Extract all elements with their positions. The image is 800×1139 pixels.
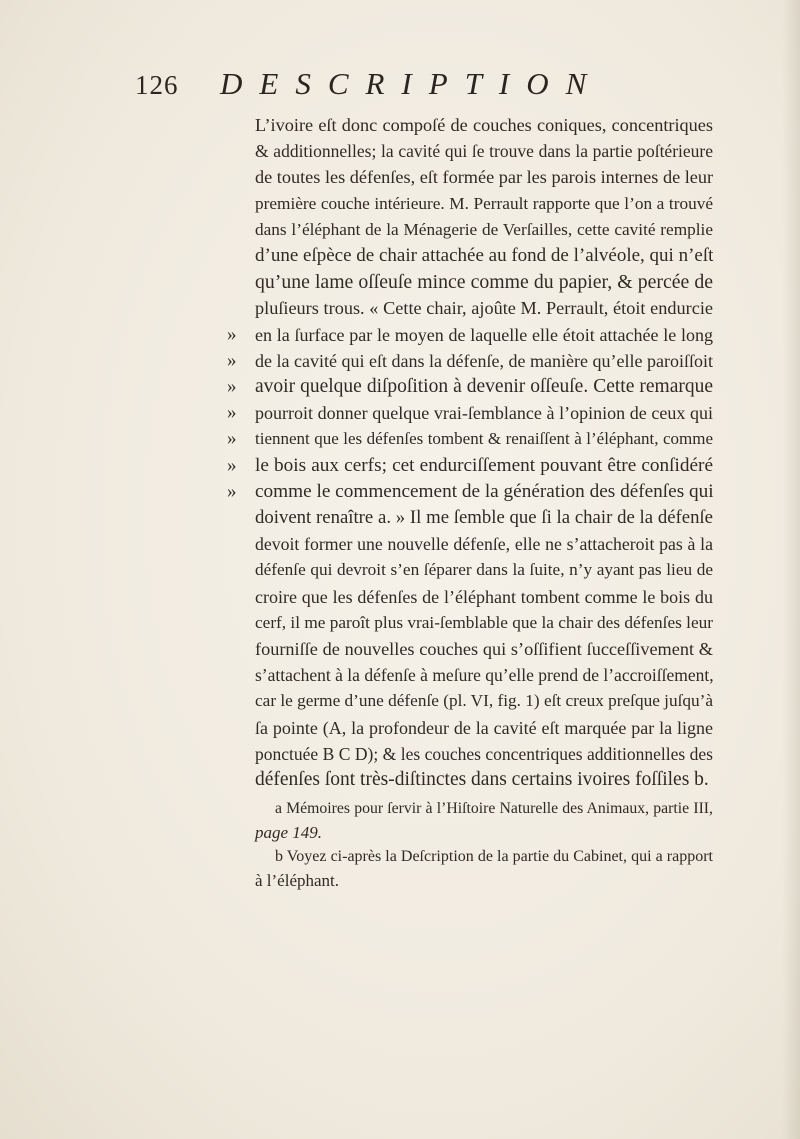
text-line: ſa pointe (A, la profondeur de la cavité eſt marquée par la ligne <box>255 717 713 738</box>
quote-mark: » <box>227 402 237 424</box>
quoted-line: » comme le commencement de la génération des défenſes qui <box>255 479 713 505</box>
body-text <box>227 112 714 793</box>
page-edge-shadow <box>782 0 800 1139</box>
quoted-line: » de la cavité qui eſt dans la défenſe, de manière qu’elle paroiſſoit <box>255 348 713 374</box>
quote-mark: » <box>227 323 237 345</box>
text-line: croire que les défenſes de l’éléphant tombent comme le bois du <box>255 586 713 607</box>
text-line: L’ivoire eſt donc compoſé de couches coniques, concentriques <box>255 115 713 135</box>
text-line: car le germe d’une défenſe (pl. VI, fig. 1) eſt creux preſque juſqu’à <box>255 691 714 711</box>
footnote-a: a Mémoires pour ſervir à l’Hiſtoire Naturelle des Animaux, partie III, <box>275 800 713 817</box>
quote-mark: » <box>227 376 237 398</box>
quote-mark: » <box>227 428 237 450</box>
text-line: cerf, il me paroît plus vrai-ſemblable que la chair des défenſes leur <box>255 612 713 632</box>
quoted-line: » tiennent que les défenſes tombent & renaiſſent à l’éléphant, comme <box>255 426 713 452</box>
text-line: ponctuée B C D); & les couches concentriques additionnelles des <box>255 743 713 764</box>
quoted-line: » le bois aux cerfs; cet endurciſſement pouvant être conſidéré <box>255 453 713 479</box>
quote-mark: » <box>227 480 237 502</box>
page-header <box>135 66 695 110</box>
quote-mark: » <box>227 454 237 476</box>
running-title: DESCRIPTION <box>220 66 604 101</box>
text-line: pluſieurs trous. « Cette chair, ajoûte M. Perrault, étoit endurcie <box>255 298 713 319</box>
text-line: défenſe qui devroit s’en ſéparer dans la ſuite, n’y ayant pas lieu de <box>255 560 713 580</box>
quoted-line: » en la ſurface par le moyen de laquelle elle étoit attachée le long <box>255 322 713 348</box>
text-line: devoit former une nouvelle défenſe, elle ne s’attacheroit pas à la <box>255 534 713 555</box>
text-line: fourniſſe de nouvelles couches qui s’oſſifient ſucceſſivement & <box>255 639 713 660</box>
footnotes <box>255 797 713 893</box>
quote-mark: » <box>227 349 237 371</box>
text-line: & additionnelles; la cavité qui ſe trouve dans la partie poſtérieure <box>255 141 713 162</box>
quoted-line: » pourroit donner quelque vrai-ſemblance à l’opinion de ceux qui <box>255 400 713 426</box>
page-number: 126 <box>135 70 179 100</box>
text-line: de toutes les défenſes, eſt formée par les parois internes de leur <box>255 167 714 188</box>
footnote-b: b Voyez ci-après la Deſcription de la partie du Cabinet, qui a rapport <box>275 848 713 865</box>
text-line: dans l’éléphant de la Ménagerie de Verſailles, cette cavité remplie <box>255 219 713 239</box>
footnote-a-continued: page 149. <box>255 823 323 842</box>
text-line: doivent renaître a. » Il me ſemble que ſi la chair de la défenſe <box>255 507 713 529</box>
text-line: d’une eſpèce de chair attachée au fond de l’alvéole, qui n’eſt <box>255 245 714 267</box>
text-line: qu’une lame oſſeuſe mince comme du papier, & percée de <box>255 271 713 294</box>
text-line: première couche intérieure. M. Perrault rapporte que l’on a trouvé <box>255 193 713 213</box>
footnote-b-continued: à l’éléphant. <box>255 871 340 890</box>
quoted-line: » avoir quelque diſpoſition à devenir oſſeuſe. Cette remarque <box>255 374 713 400</box>
text-line: s’attachent à la défenſe à meſure qu’elle prend de l’accroiſſement, <box>255 665 714 686</box>
text-line: défenſes ſont très-diſtinctes dans certains ivoires foſſiles b. <box>255 769 709 791</box>
